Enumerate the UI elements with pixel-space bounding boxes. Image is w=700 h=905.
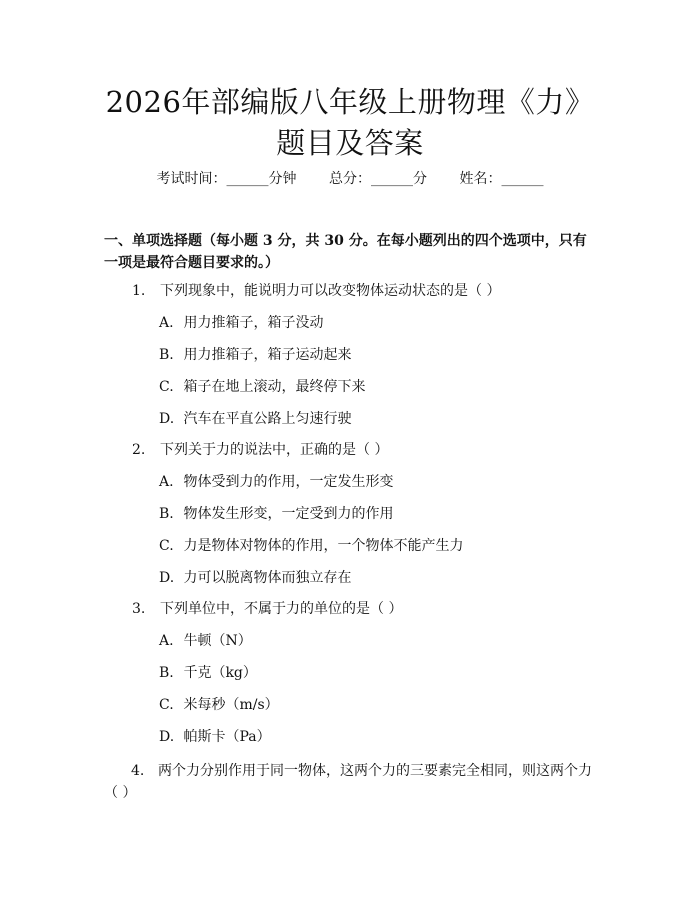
question-text: 下列单位中，不属于力的单位的是（ ） (160, 601, 403, 617)
exam-time-label: 考试时间： (156, 171, 227, 187)
option-letter: C. (159, 697, 174, 713)
option-letter: B. (159, 506, 174, 522)
exam-time-unit: 分钟 (268, 171, 297, 187)
total-score-unit: 分 (413, 171, 427, 187)
total-score-field (329, 170, 427, 188)
option-text: 力可以脱离物体而独立存在 (183, 570, 352, 586)
option-letter: B. (159, 665, 174, 681)
question-2-option-d (159, 569, 351, 587)
question-1-option-c (159, 378, 365, 396)
question-3-option-d (159, 728, 271, 746)
question-text: 两个力分别作用于同一物体，这两个力的三要素完全相同，则这两个力（ ） (104, 763, 592, 801)
question-2-option-b (159, 505, 393, 523)
option-text: 物体受到力的作用，一定发生形变 (183, 474, 394, 490)
question-2-option-c (159, 537, 463, 555)
option-letter: D. (159, 570, 175, 586)
question-1-option-b (159, 346, 351, 364)
total-score-label: 总分： (329, 171, 371, 187)
option-letter: B. (159, 347, 174, 363)
name-field (459, 170, 543, 188)
option-text: 力是物体对物体的作用，一个物体不能产生力 (183, 538, 464, 554)
question-number: 3. (132, 601, 146, 617)
document-title: 2026年部编版八年级上册物理《力》题目及答案 (105, 85, 595, 160)
option-letter: C. (159, 379, 174, 395)
option-letter: D. (159, 411, 175, 427)
question-1 (132, 282, 500, 300)
option-text: 千克（kg） (183, 665, 257, 681)
option-text: 用力推箱子，箱子没动 (183, 315, 324, 331)
question-2-option-a (159, 473, 393, 491)
exam-time-blank: ______ (226, 171, 269, 187)
question-text: 下列关于力的说法中，正确的是（ ） (160, 442, 389, 458)
question-number: 1. (132, 283, 146, 299)
question-3-option-a (159, 632, 252, 650)
question-1-option-a (159, 314, 323, 332)
question-3 (132, 600, 402, 618)
question-3-option-c (159, 696, 279, 714)
option-text: 汽车在平直公路上匀速行驶 (183, 411, 352, 427)
option-letter: C. (159, 538, 174, 554)
question-number: 2. (132, 442, 146, 458)
name-blank: ______ (501, 171, 544, 187)
question-1-option-d (159, 410, 351, 428)
exam-info-line (0, 170, 700, 188)
option-text: 帕斯卡（Pa） (183, 729, 271, 745)
name-label: 姓名： (459, 171, 502, 187)
option-text: 用力推箱子，箱子运动起来 (183, 347, 352, 363)
question-4 (104, 760, 600, 804)
option-letter: D. (159, 729, 175, 745)
option-text: 牛顿（N） (183, 633, 252, 649)
question-text: 下列现象中，能说明力可以改变物体运动状态的是（ ） (160, 283, 501, 299)
exam-time-field (157, 170, 297, 188)
option-letter: A. (159, 315, 174, 331)
option-letter: A. (159, 474, 174, 490)
option-text: 箱子在地上滚动，最终停下来 (183, 379, 366, 395)
question-2 (132, 441, 388, 459)
total-score-blank: ______ (371, 171, 413, 187)
option-text: 物体发生形变，一定受到力的作用 (183, 506, 394, 522)
question-3-option-b (159, 664, 257, 682)
option-letter: A. (159, 633, 174, 649)
question-number: 4. (131, 763, 145, 779)
section-heading-single-choice: 一、单项选择题（每小题 3 分，共 30 分。在每小题列出的四个选项中，只有一项是最符合题目要求的。） (104, 233, 587, 271)
option-text: 米每秒（m/s） (183, 697, 279, 713)
